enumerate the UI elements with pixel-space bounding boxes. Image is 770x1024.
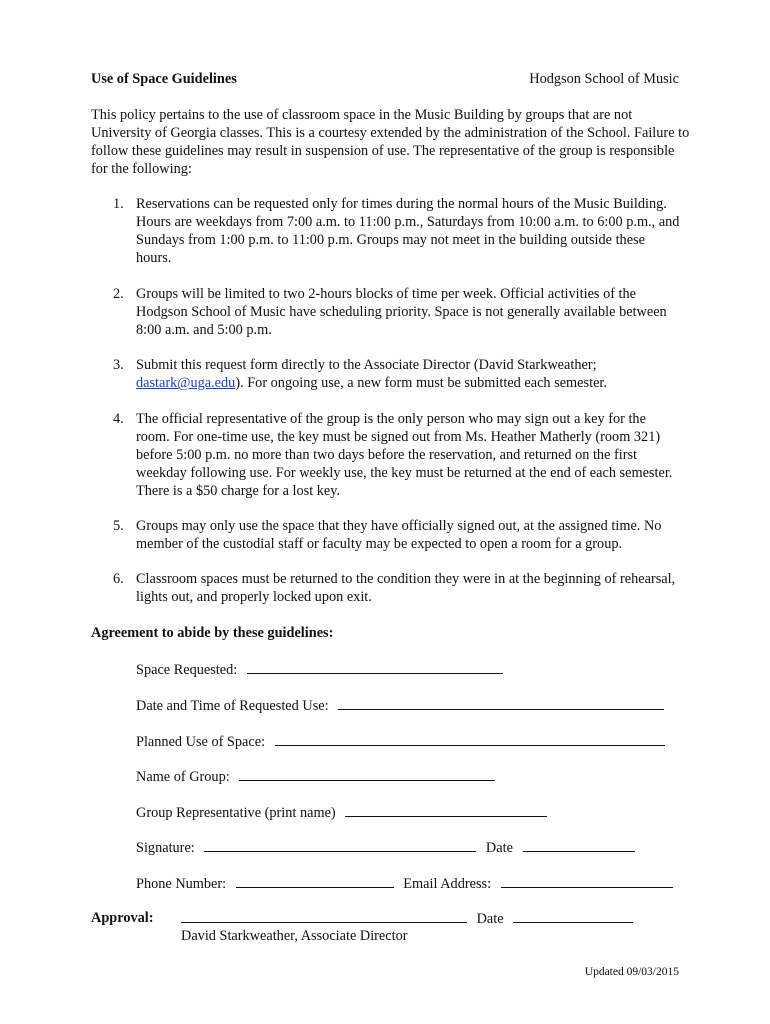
signature-date-label: Date	[485, 840, 513, 856]
date-time-label: Date and Time of Requested Use:	[136, 698, 329, 714]
signature-input[interactable]	[204, 838, 476, 852]
phone-input[interactable]	[236, 874, 394, 888]
date-time-input[interactable]	[338, 696, 664, 710]
email-link[interactable]: dastark@uga.edu	[136, 375, 236, 391]
planned-use-label: Planned Use of Space:	[136, 734, 266, 750]
signature-date-input[interactable]	[523, 838, 635, 852]
agreement-heading: Agreement to abide by these guidelines:	[91, 625, 334, 641]
rule-text-before: Submit this request form directly to the Associate Director (David Starkweather;	[136, 357, 597, 373]
list-item-number: 5.	[113, 518, 124, 534]
email-input[interactable]	[501, 874, 673, 888]
group-name-label: Name of Group:	[136, 769, 230, 785]
approval-signature-input[interactable]	[181, 909, 467, 923]
representative-label: Group Representative (print name)	[136, 805, 336, 821]
representative-field	[136, 803, 547, 822]
rule-text-after: ). For ongoing use, a new form must be submitted each semester.	[235, 375, 607, 391]
list-item-number: 6.	[113, 571, 124, 587]
document-title: Use of Space Guidelines	[91, 71, 237, 87]
list-item-text: Groups may only use the space that they have officially signed out, at the assigned time. No member of the custodial staff or faculty may be expected to open a room for a group.	[136, 518, 662, 552]
list-item-text: Reservations can be requested only for times during the normal hours of the Music Building. Hours are weekdays from 7:00 a.m. to 11:00 p.m., Saturdays from 10:00 a.m. to 6:00 p.m., and Sundays from 1:00 p.m. to 11:00 p.m. Groups may not meet in the building outside these hours.	[136, 196, 680, 266]
updated-date: Updated 09/03/2015	[584, 966, 679, 978]
approval-date-label: Date	[476, 911, 504, 927]
contact-field	[136, 874, 673, 893]
group-name-field	[136, 767, 495, 786]
approval-field	[181, 909, 633, 928]
list-item-number: 2.	[113, 286, 124, 302]
list-item-number: 1.	[113, 196, 124, 212]
group-name-input[interactable]	[239, 767, 495, 781]
signature-field	[136, 838, 635, 857]
planned-use-input[interactable]	[275, 732, 665, 746]
phone-label: Phone Number:	[136, 876, 227, 892]
planned-use-field	[136, 732, 665, 751]
director-name: David Starkweather, Associate Director	[181, 928, 408, 944]
school-name: Hodgson School of Music	[529, 71, 679, 87]
list-item-text: The official representative of the group is the only person who may sign out a key for the room. For one-time use, the key must be signed out from Ms. Heather Matherly (room 321) before 5:00 p.m. no more than two days before the reservation, and returned on the first weekday following use. For weekly use, the key must be returned at the end of each semester. There is a $50 charge for a lost key.	[136, 411, 673, 499]
representative-input[interactable]	[345, 803, 547, 817]
approval-date-input[interactable]	[513, 909, 633, 923]
approval-label: Approval:	[91, 910, 154, 926]
list-item-number: 3.	[113, 357, 124, 373]
list-item-text	[136, 356, 681, 392]
signature-label: Signature:	[136, 840, 195, 856]
space-requested-input[interactable]	[247, 660, 503, 674]
list-item-number: 4.	[113, 411, 124, 427]
space-requested-field	[136, 660, 503, 679]
email-label: Email Address:	[403, 876, 492, 892]
date-time-field	[136, 696, 664, 715]
list-item-text: Classroom spaces must be returned to the condition they were in at the beginning of rehearsal, lights out, and properly locked upon exit.	[136, 571, 676, 605]
intro-paragraph: This policy pertains to the use of classroom space in the Music Building by groups that are not University of Georgia classes. This is a courtesy extended by the administration of the School. Failure to follow these guidelines may result in suspension of use. The representative of the group is responsible for the following:	[91, 107, 690, 177]
list-item-text: Groups will be limited to two 2-hours blocks of time per week. Official activities of the Hodgson School of Music have scheduling priority. Space is not generally available between 8:00 a.m. and 5:00 p.m.	[136, 286, 667, 338]
space-requested-label: Space Requested:	[136, 662, 238, 678]
